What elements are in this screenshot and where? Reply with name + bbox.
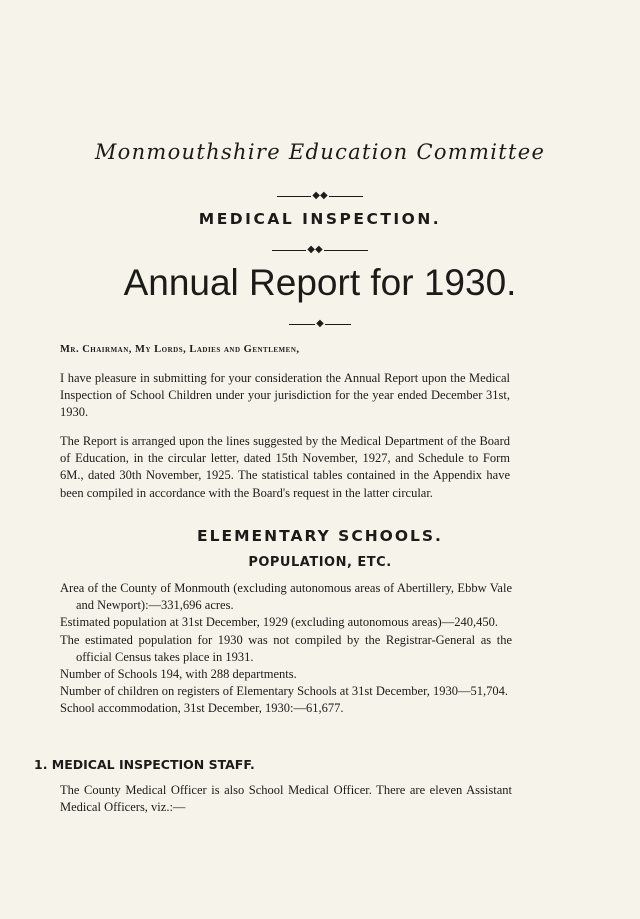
intro-paragraph-1 — [60, 354, 510, 422]
list-item: The estimated population for 1930 was not compiled by the Registrar-General as the official Census takes place in 1931. — [60, 632, 512, 664]
list-item: Area of the County of Monmouth (excluding autonomous areas of Abertillery, Ebbw Vale and Newport):—331,696 acres. — [60, 581, 512, 613]
paragraph-text: The County Medical Officer is also School Medical Officer. There are eleven Assistant Medical Officers, viz.:— — [60, 783, 512, 815]
list-item: Number of children on registers of Elementary Schools at 31st December, 1930—51,704. — [60, 684, 508, 699]
section-heading: MEDICAL INSPECTION. — [198, 210, 442, 228]
diamond-ornament-icon: ◆ — [316, 318, 324, 330]
ornament-rule-middle — [0, 244, 640, 255]
paragraph-text: The Report is arranged upon the lines suggested by the Medical Department of the Board of Education, in the circular letter, dated 15th November, 1927, and Schedule to Form 6M., dated 30th November, 1925. The statistical tables contained in the Appendix have been compiled in accordance with the Board's request in the latter circular. — [60, 434, 510, 500]
ornament-rule-top — [0, 190, 640, 201]
list-item: Number of Schools 194, with 288 departments. — [60, 667, 297, 682]
report-title: Annual Report for 1930. — [123, 262, 517, 303]
committee-heading: Monmouthshire Education Committee — [94, 140, 546, 164]
paragraph-text: I have pleasure in submitting for your consideration the Annual Report upon the Medical Inspection of School Children under your jurisdiction for the year ended December 31st, 1930. — [60, 371, 510, 420]
population-subheading: POPULATION, ETC. — [248, 555, 392, 570]
population-list — [60, 580, 512, 718]
list-item: School accommodation, 31st December, 1930:—61,677. — [60, 701, 344, 716]
list-item: Estimated population at 31st December, 1929 (excluding autonomous areas)—240,450. — [60, 615, 498, 630]
diamond-ornament-icon: ◆◆ — [312, 190, 328, 202]
elementary-schools-heading: ELEMENTARY SCHOOLS. — [197, 527, 443, 545]
staff-heading: 1. MEDICAL INSPECTION STAFF. — [34, 757, 255, 772]
salutation: Mr. Chairman, My Lords, Ladies and Gentlemen, — [60, 344, 300, 355]
ornament-rule-bottom — [0, 318, 640, 329]
staff-paragraph — [60, 782, 512, 816]
intro-paragraph-2 — [60, 433, 510, 502]
diamond-ornament-icon: ◆◆ — [307, 244, 323, 256]
